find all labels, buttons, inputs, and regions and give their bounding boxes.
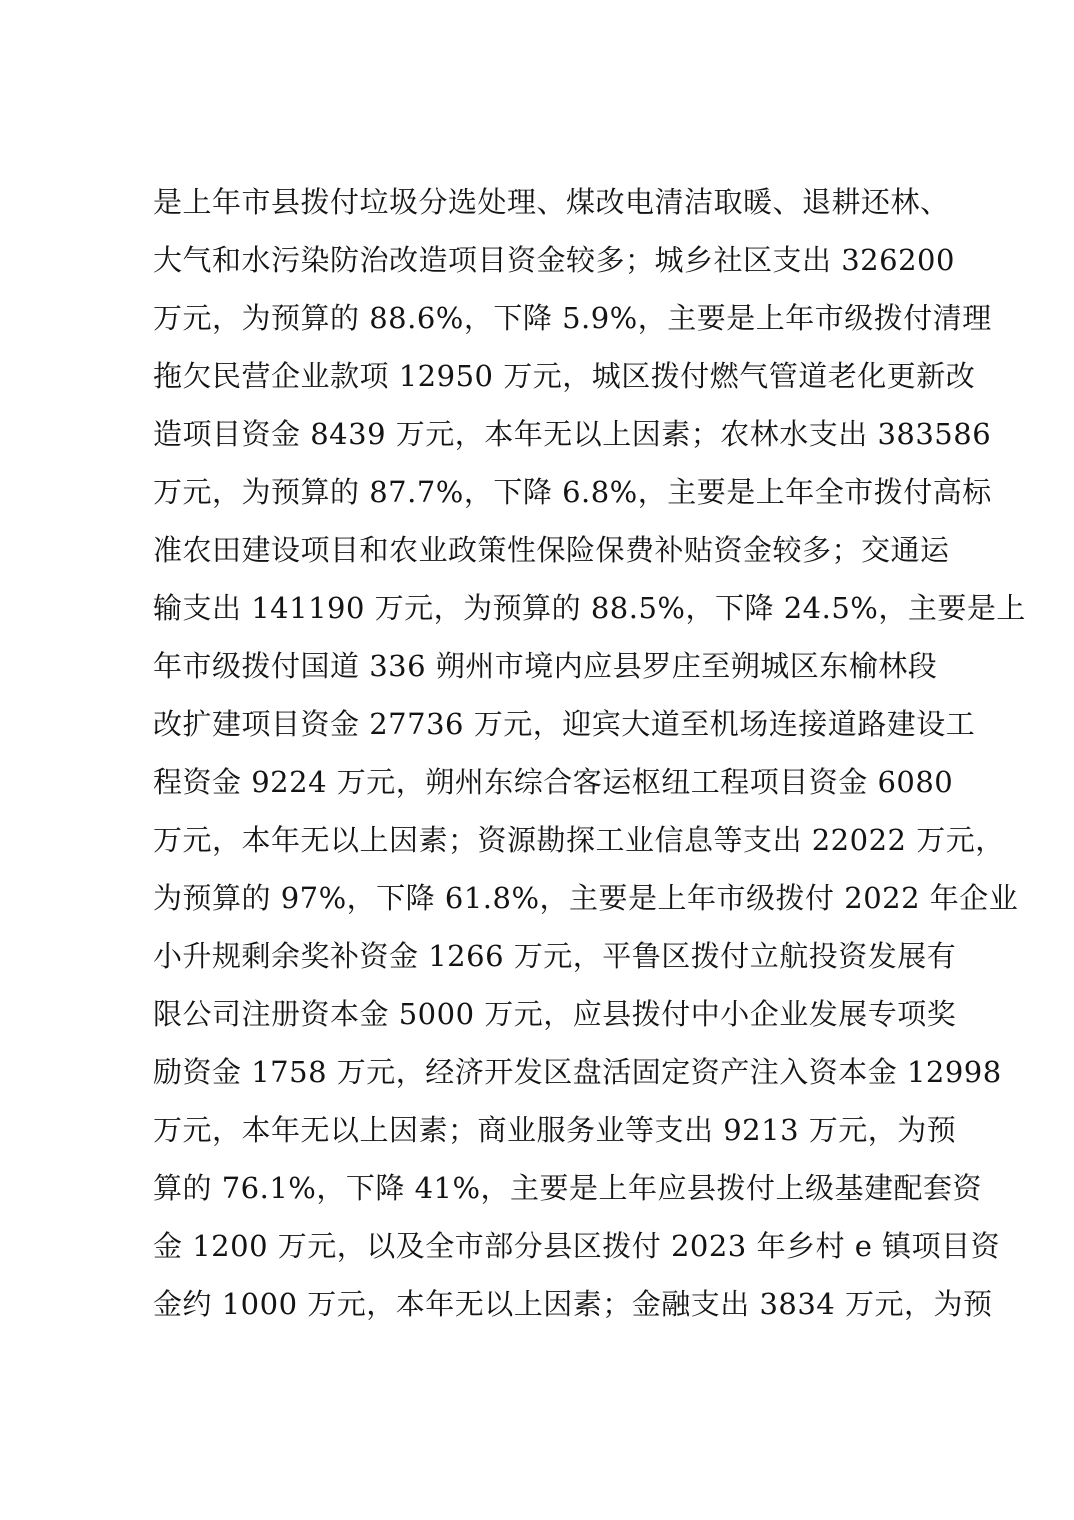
text-line: 金约 1000 万元，本年无以上因素；金融支出 3834 万元，为预 — [153, 1287, 993, 1321]
text-line: 是上年市县拨付垃圾分选处理、煤改电清洁取暖、退耕还林、 — [153, 185, 950, 219]
text-line: 输支出 141190 万元，为预算的 88.5%，下降 24.5%，主要是上 — [153, 591, 1026, 625]
text-line: 万元，为预算的 88.6%，下降 5.9%，主要是上年市级拨付清理 — [153, 301, 992, 335]
text-line: 限公司注册资本金 5000 万元，应县拨付中小企业发展专项奖 — [153, 997, 957, 1031]
text-line: 算的 76.1%，下降 41%，主要是上年应县拨付上级基建配套资 — [153, 1171, 983, 1205]
text-line: 造项目资金 8439 万元，本年无以上因素；农林水支出 383586 — [153, 417, 992, 451]
text-line: 小升规剩余奖补资金 1266 万元，平鲁区拨付立航投资发展有 — [153, 939, 957, 973]
text-line: 改扩建项目资金 27736 万元，迎宾大道至机场连接道路建设工 — [153, 707, 976, 741]
text-line: 程资金 9224 万元，朔州东综合客运枢纽工程项目资金 6080 — [153, 765, 954, 799]
text-line: 大气和水污染防治改造项目资金较多；城乡社区支出 326200 — [153, 243, 955, 277]
text-line: 准农田建设项目和农业政策性保险保费补贴资金较多；交通运 — [153, 533, 950, 567]
text-line: 励资金 1758 万元，经济开发区盘活固定资产注入资本金 12998 — [153, 1055, 1002, 1089]
text-line: 万元，本年无以上因素；商业服务业等支出 9213 万元，为预 — [153, 1113, 957, 1147]
text-line: 金 1200 万元，以及全市部分县区拨付 2023 年乡村 e 镇项目资 — [153, 1229, 1001, 1263]
text-line: 为预算的 97%，下降 61.8%，主要是上年市级拨付 2022 年企业 — [153, 881, 1019, 915]
text-line: 万元，本年无以上因素；资源勘探工业信息等支出 22022 万元， — [153, 823, 1005, 857]
text-line: 年市级拨付国道 336 朔州市境内应县罗庄至朔城区东榆林段 — [153, 649, 938, 683]
text-line: 万元，为预算的 87.7%，下降 6.8%，主要是上年全市拨付高标 — [153, 475, 992, 509]
text-line: 拖欠民营企业款项 12950 万元，城区拨付燃气管道老化更新改 — [153, 359, 976, 393]
